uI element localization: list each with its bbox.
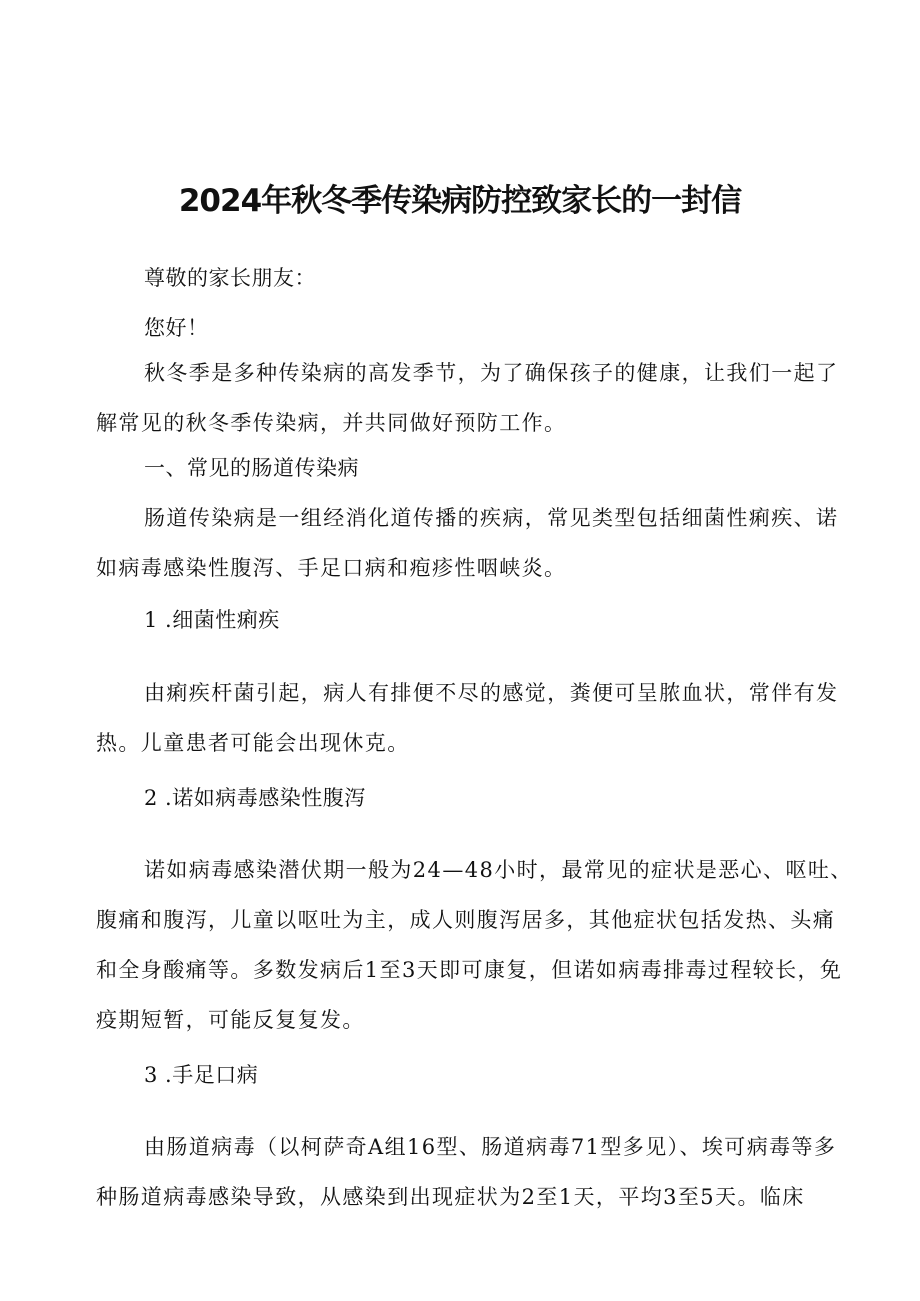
item-title-3: 3 .手足口病 <box>144 1063 259 1087</box>
item-text-1: 由痢疾杆菌引起，病人有排便不尽的感觉，粪便可呈脓血状，常伴有发热。儿童患者可能会出现休克。 <box>96 681 839 755</box>
item-text-3: 由肠道病毒（以柯萨奇A组16型、肠道病毒71型多见）、埃可病毒等多种肠道病毒感染导致，从感染到出现症状为2至1天，平均3至5天。临床 <box>96 1135 837 1209</box>
section-heading-1: 一、常见的肠道传染病 <box>144 456 359 480</box>
section-intro-paragraph: 肠道传染病是一组经消化道传播的疾病，常见类型包括细菌性痢疾、诺如病毒感染性腹泻、手足口病和疱疹性咽峡炎。 <box>96 506 839 580</box>
item-text-2: 诺如病毒感染潜伏期一般为24—48小时，最常见的症状是恶心、呕吐、腹痛和腹泻，儿童以呕吐为主，成人则腹泻居多，其他症状包括发热、头痛和全身酸痛等。多数发病后1至3天即可康复，但诺如病毒排毒过程较长，免疫期短暂，可能反复复发。 <box>96 858 853 1032</box>
item-title-2: 2 .诺如病毒感染性腹泻 <box>144 786 366 810</box>
intro-paragraph: 秋冬季是多种传染病的高发季节，为了确保孩子的健康，让我们一起了解常见的秋冬季传染病，并共同做好预防工作。 <box>96 361 839 435</box>
item-title-1: 1 .细菌性痢疾 <box>144 608 280 632</box>
page-title: 2024年秋冬季传染病防控致家长的一封信 <box>178 182 742 219</box>
salutation: 尊敬的家长朋友： <box>144 266 316 290</box>
greeting: 您好！ <box>144 316 209 340</box>
